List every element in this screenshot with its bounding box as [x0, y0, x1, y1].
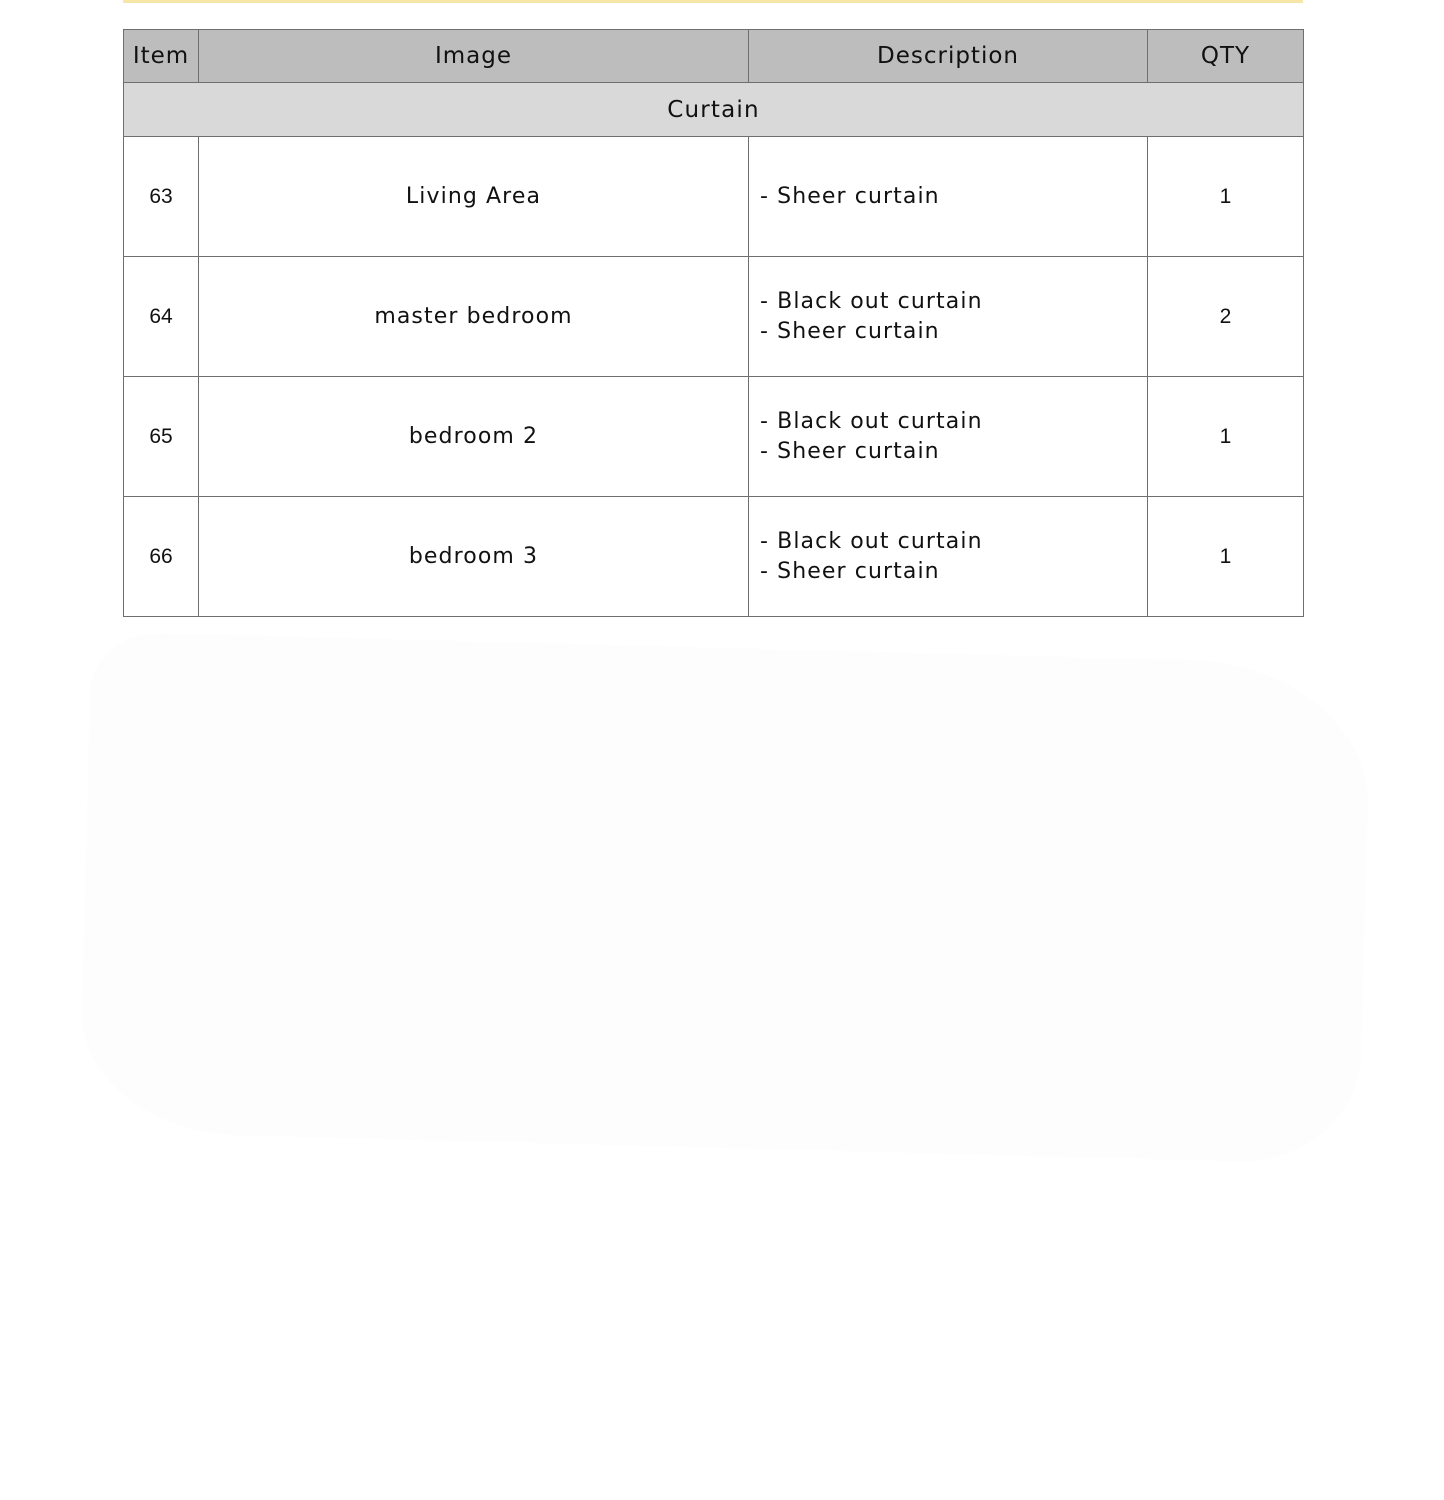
- description-line: - Black out curtain: [760, 528, 983, 554]
- description-cell: [749, 257, 1148, 377]
- item-number: 64: [124, 257, 199, 377]
- description-cell: [749, 137, 1148, 257]
- quantity: 1: [1148, 137, 1304, 257]
- header-image: Image: [199, 30, 749, 83]
- header-description: Description: [749, 30, 1148, 83]
- quantity: 1: [1148, 497, 1304, 617]
- curtain-schedule-table: [123, 29, 1304, 617]
- quantity: 1: [1148, 377, 1304, 497]
- background-smudge: [79, 631, 1372, 1164]
- image-room-label: master bedroom: [199, 257, 749, 377]
- table-row: [124, 257, 1304, 377]
- top-accent-rule: [123, 0, 1303, 3]
- description-line: - Sheer curtain: [760, 318, 940, 344]
- description-line: - Black out curtain: [760, 408, 983, 434]
- description-line: - Sheer curtain: [760, 438, 940, 464]
- item-number: 63: [124, 137, 199, 257]
- item-number: 66: [124, 497, 199, 617]
- item-number: 65: [124, 377, 199, 497]
- image-room-label: bedroom 2: [199, 377, 749, 497]
- table-row: [124, 137, 1304, 257]
- image-room-label: Living Area: [199, 137, 749, 257]
- description-cell: [749, 377, 1148, 497]
- description-line: - Sheer curtain: [760, 183, 940, 209]
- description-cell: [749, 497, 1148, 617]
- table-row: [124, 377, 1304, 497]
- header-row: [124, 30, 1304, 83]
- table-row: [124, 497, 1304, 617]
- header-item: Item: [124, 30, 199, 83]
- section-title: Curtain: [124, 83, 1304, 137]
- header-qty: QTY: [1148, 30, 1304, 83]
- quantity: 2: [1148, 257, 1304, 377]
- section-row: [124, 83, 1304, 137]
- image-room-label: bedroom 3: [199, 497, 749, 617]
- description-line: - Black out curtain: [760, 288, 983, 314]
- description-line: - Sheer curtain: [760, 558, 940, 584]
